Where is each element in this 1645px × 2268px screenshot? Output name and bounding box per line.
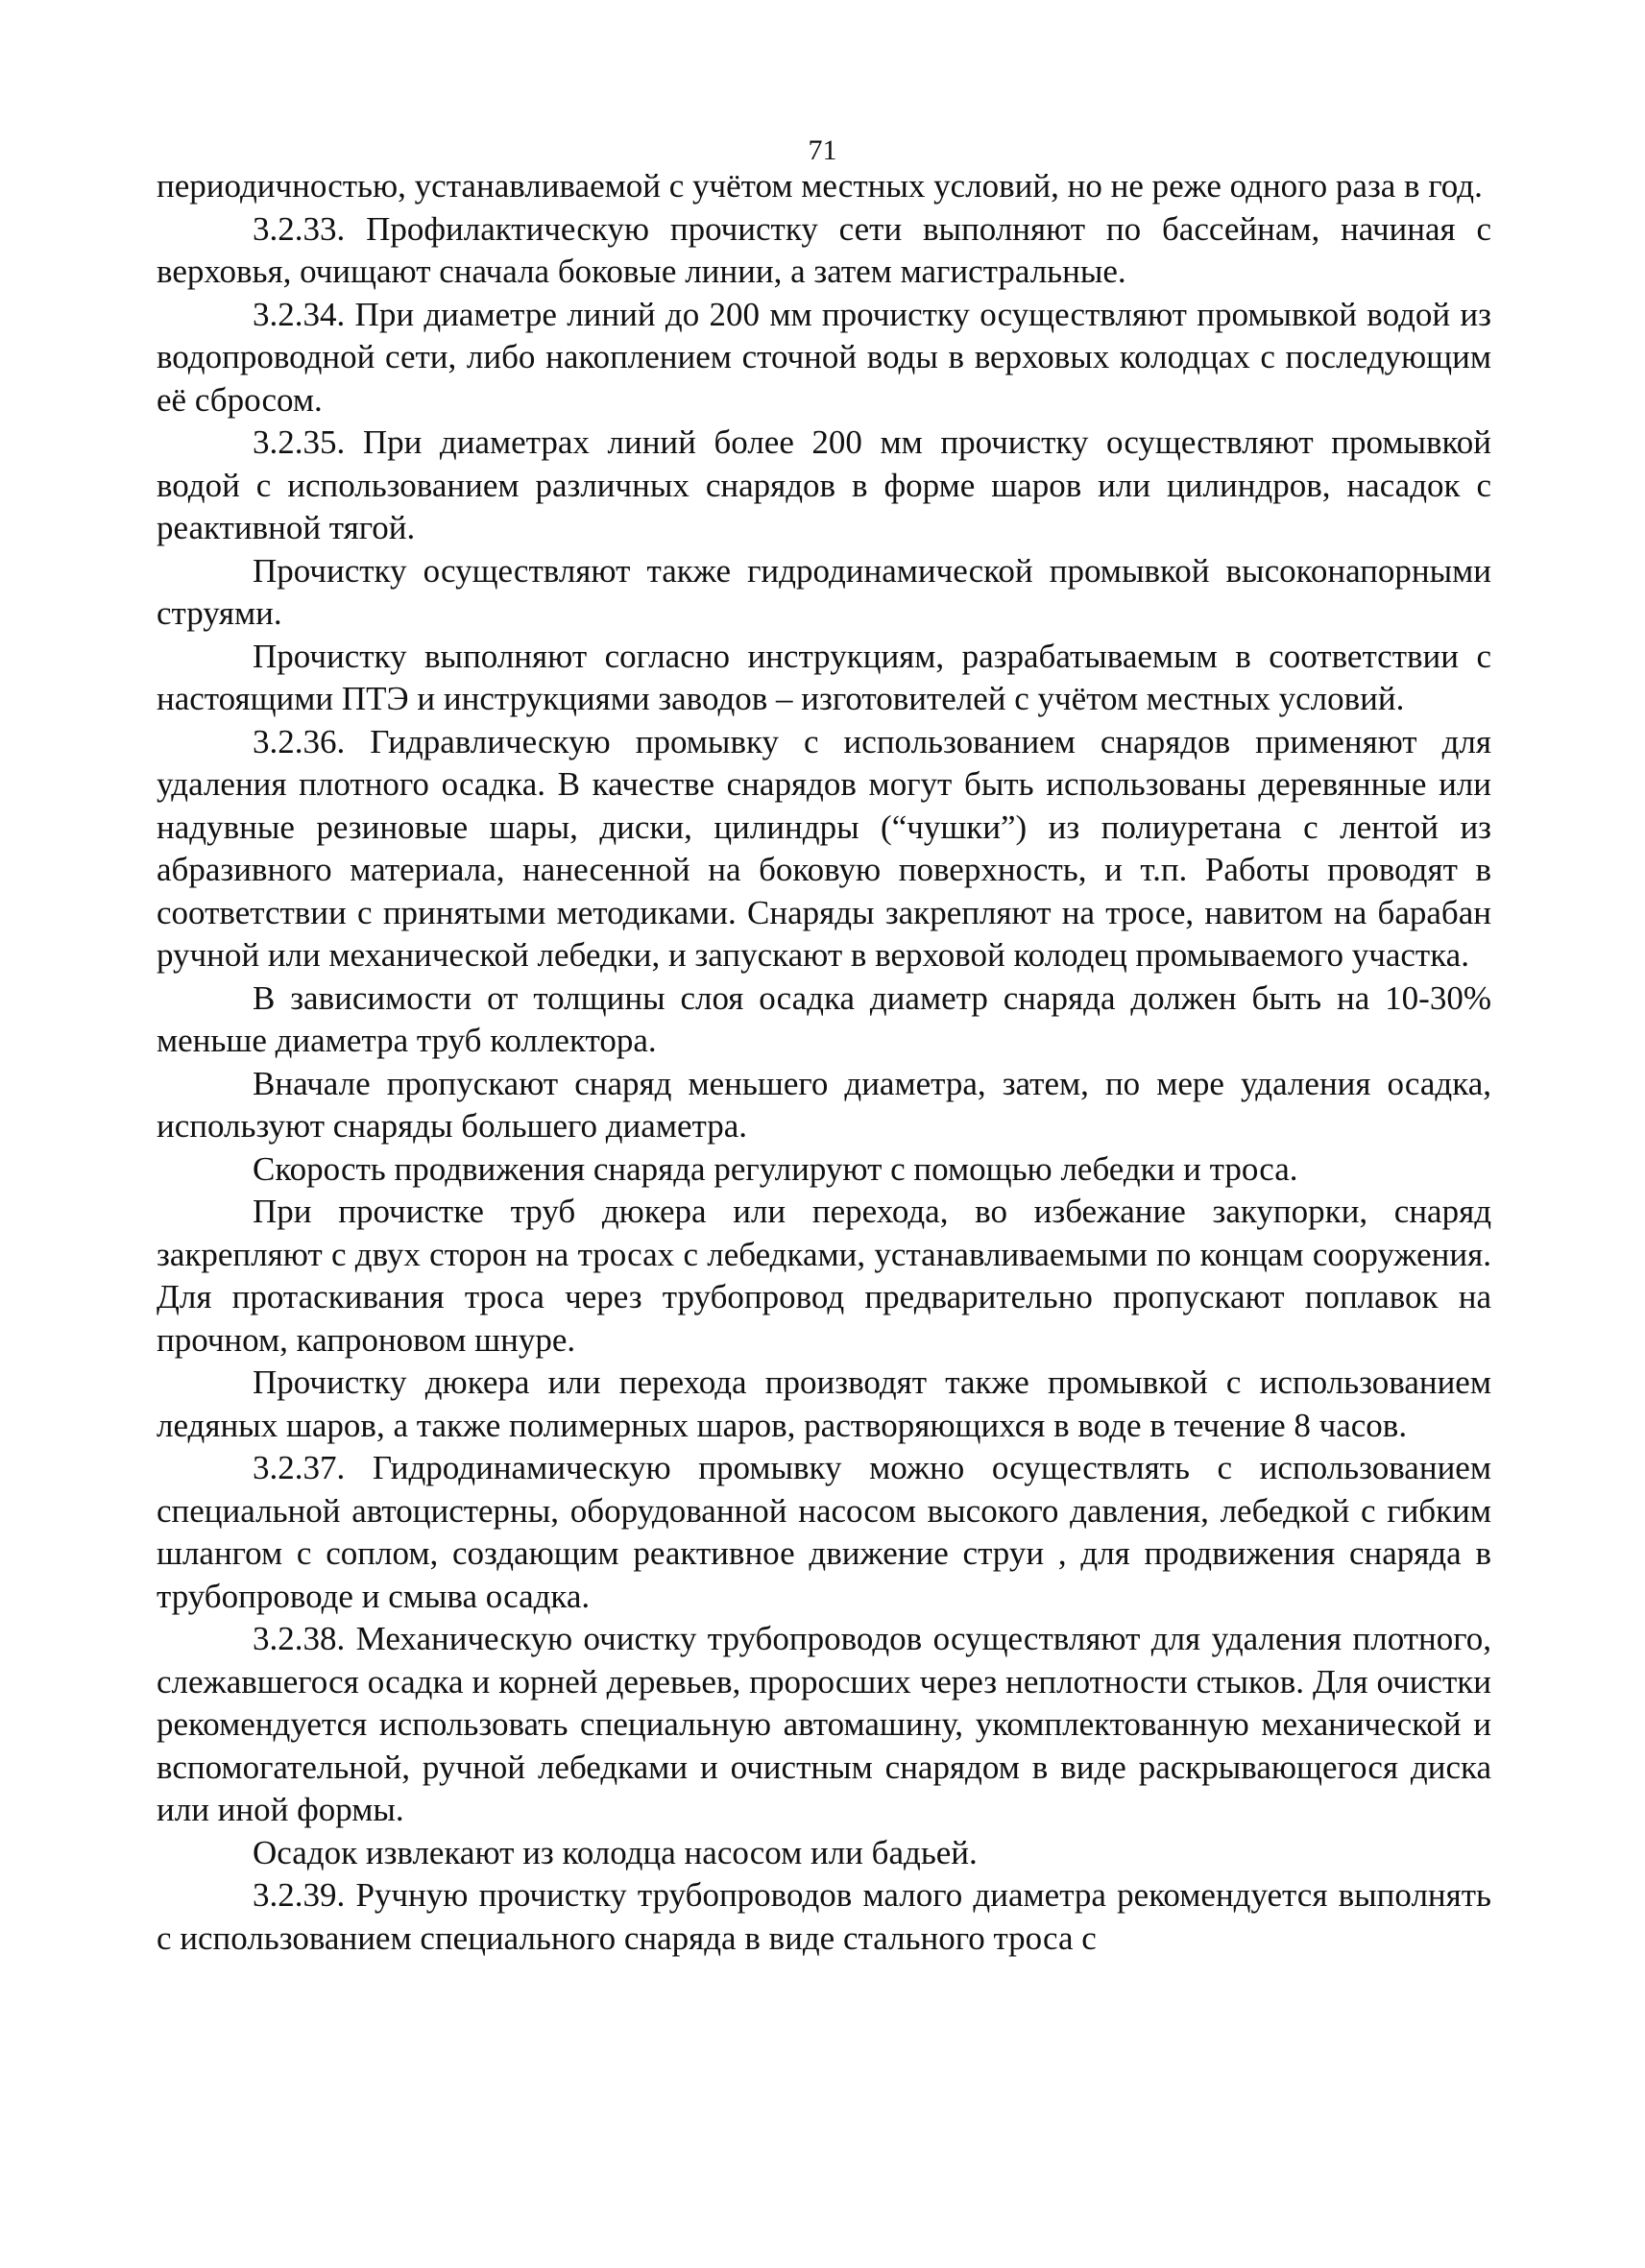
paragraph-3-2-38: 3.2.38. Механическую очистку трубопроводов осуществляют для удаления плотного, слежавшегося осадка и корней деревьев, проросших через неплотности стыков. Для очистки рекомендуется использовать специальную автомашину, укомплектованную механической и вспомогательной, ручной лебедками и очистным снарядом в виде раскрывающегося диска или иной формы. [157, 1620, 1491, 1828]
paragraph-smaller-first: Вначале пропускают снаряд меньшего диаметра, затем, по мере удаления осадка, используют снаряды большего диаметра. [157, 1064, 1491, 1145]
paragraph-3-2-39: 3.2.39. Ручную прочистку трубопроводов малого диаметра рекомендуется выполнять с использованием специального снаряда в виде стального троса с [157, 1876, 1491, 1957]
paragraph-sediment-removal: Осадок извлекают из колодца насосом или бадьей. [253, 1833, 978, 1871]
page-number: 71 [808, 134, 837, 166]
paragraph-3-2-37: 3.2.37. Гидродинамическую промывку можно осуществлять с использованием специальной автоцистерны, оборудованной насосом высокого давления, лебедкой с гибким шлангом с соплом, создающим реактивное движение струи , для продвижения снаряда в трубопроводе и смыва осадка. [157, 1449, 1491, 1615]
paragraph-3-2-34: 3.2.34. При диаметре линий до 200 мм прочистку осуществляют промывкой водой из водопроводной сети, либо накоплением сточной воды в верховых колодцах с последующим её сбросом. [157, 295, 1491, 419]
paragraph-speed: Скорость продвижения снаряда регулируют с помощью лебедки и троса. [253, 1149, 1298, 1188]
paragraph-hydrodynamic-flushing: Прочистку осуществляют также гидродинамической промывкой высоконапорными струями. [157, 551, 1491, 632]
paragraph-3-2-35: 3.2.35. При диаметрах линий более 200 мм прочистку осуществляют промывкой водой с использованием различных снарядов в форме шаров или цилиндров, насадок с реактивной тягой. [157, 423, 1491, 546]
paragraph-ice-balls: Прочистку дюкера или перехода производят также промывкой с использованием ледяных шаров, а также полимерных шаров, растворяющихся в воде в течение 8 часов. [157, 1363, 1491, 1444]
paragraph-continuation: периодичностью, устанавливаемой с учётом местных условий, но не реже одного раза в год. [157, 167, 1483, 205]
paragraph-duker-cleaning: При прочистке труб дюкера или перехода, во избежание закупорки, снаряд закрепляют с двух сторон на тросах с лебедками, устанавливаемыми по концам сооружения. Для протаскивания троса через трубопровод предварительно пропускают поплавок на прочном, капроновом шнуре. [157, 1193, 1491, 1359]
paragraph-projectile-diameter: В зависимости от толщины слоя осадка диаметр снаряда должен быть на 10-30% меньше диаметра труб коллектора. [157, 978, 1491, 1059]
paragraph-3-2-33: 3.2.33. Профилактическую прочистку сети выполняют по бассейнам, начиная с верховья, очищают сначала боковые линии, а затем магистральные. [157, 209, 1491, 290]
body-text [157, 165, 1491, 1960]
paragraph-3-2-36: 3.2.36. Гидравлическую промывку с использованием снарядов применяют для удаления плотного осадка. В качестве снарядов могут быть использованы деревянные или надувные резиновые шары, диски, цилиндры (“чушки”) из полиуретана с лентой из абразивного материала, нанесенной на боковую поверхность, и т.п. Работы проводят в соответствии с принятыми методиками. Снаряды закрепляют на тросе, навитом на барабан ручной или механической лебедки, и запускают в верховой колодец промываемого участка. [157, 722, 1491, 974]
paragraph-instructions: Прочистку выполняют согласно инструкциям, разрабатываемым в соответствии с настоящими ПТЭ и инструкциями заводов – изготовителей с учётом местных условий. [157, 637, 1491, 717]
